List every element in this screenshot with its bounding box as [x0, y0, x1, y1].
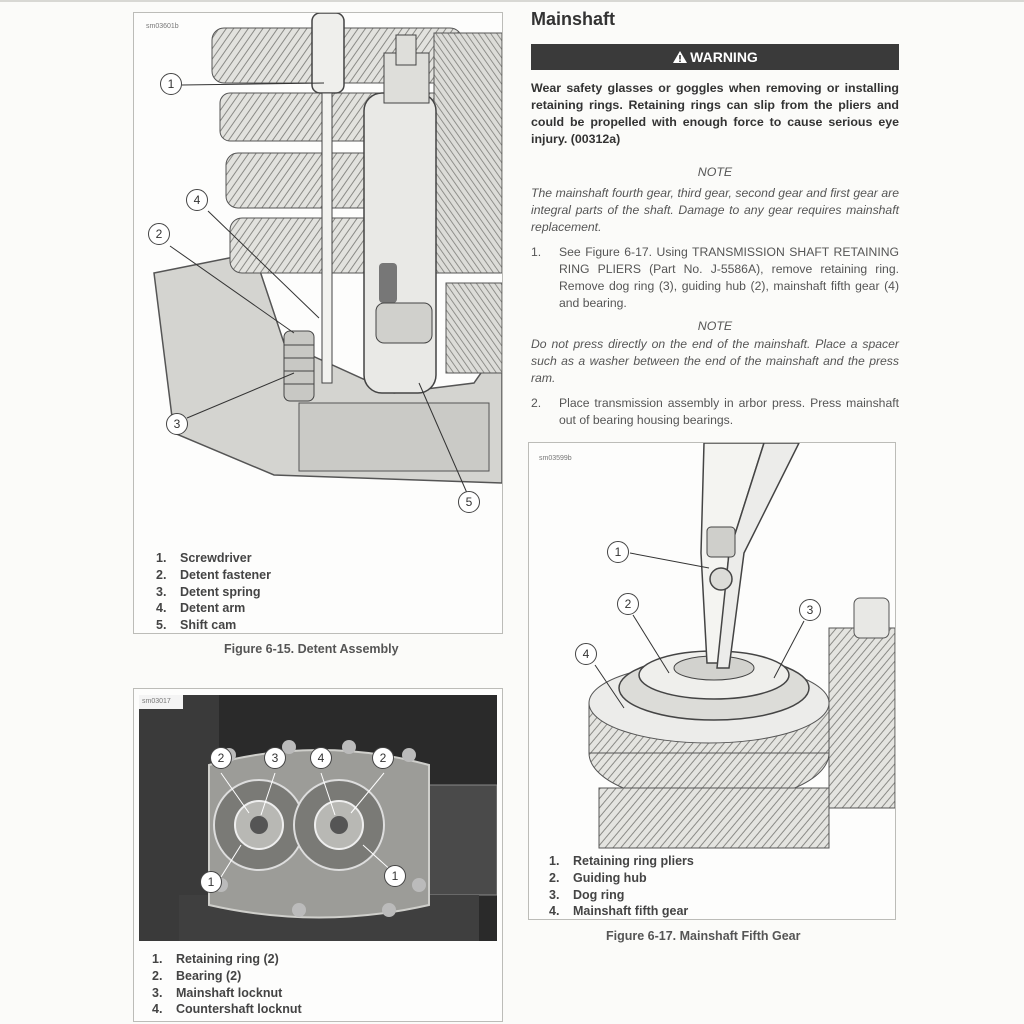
step-number: 2. [531, 396, 542, 410]
note-heading: NOTE [697, 319, 733, 333]
legend-item: 1. Retaining ring pliers [549, 854, 694, 868]
figure-id: sm03601b [146, 23, 179, 30]
figure-6-15-caption: Figure 6-15. Detent Assembly [224, 642, 399, 656]
legend-item: 2. Bearing (2) [152, 968, 242, 983]
step-text: Place transmission assembly in arbor press. Press mainshaft out of bearing housing bearings. [559, 396, 899, 427]
callout-1: 1 [384, 865, 406, 887]
callout-3: 3 [264, 747, 286, 769]
bearing-housing-photo [139, 695, 497, 941]
callout-4: 4 [310, 747, 332, 769]
legend-item: 3. Detent spring [156, 584, 261, 599]
figure-id: sm03017 [142, 698, 171, 705]
section-title: Mainshaft [531, 9, 616, 29]
figure-6-16-legend [152, 951, 302, 1018]
legend-item: 3. Mainshaft locknut [152, 985, 283, 1000]
figure-6-15-legend [156, 550, 271, 634]
detent-assembly-illustration [134, 13, 502, 533]
warning-label: WARNING [690, 49, 758, 65]
top-rule [0, 0, 1024, 2]
figure-6-16-box [133, 688, 503, 1022]
note-text: Do not press directly on the end of the mainshaft. Place a spacer such as a washer between the end of the mainshaft and the press ram. [531, 337, 899, 385]
legend-item: 4. Detent arm [156, 601, 246, 616]
callout-2: 2 [148, 223, 170, 245]
callout-1: 1 [607, 541, 629, 563]
callout-2: 2 [617, 593, 639, 615]
callout-2: 2 [210, 747, 232, 769]
callout-3: 3 [799, 599, 821, 621]
figure-id: sm03599b [539, 455, 572, 462]
callout-4: 4 [186, 189, 208, 211]
warning-banner [531, 44, 899, 70]
callout-3: 3 [166, 413, 188, 435]
step-number: 1. [531, 245, 542, 259]
procedure-step [531, 395, 899, 429]
callout-1: 1 [200, 871, 222, 893]
legend-item: 3. Dog ring [549, 887, 625, 902]
legend-item: 1. Retaining ring (2) [152, 952, 279, 966]
callout-5: 5 [458, 491, 480, 513]
procedure-step [531, 244, 899, 312]
legend-item: 2. Detent fastener [156, 567, 271, 582]
legend-item: 4. Mainshaft fifth gear [549, 904, 689, 919]
figure-6-17-box [528, 442, 896, 920]
legend-item: 2. Guiding hub [549, 870, 647, 885]
figure-6-15-box [133, 12, 503, 634]
callout-4: 4 [575, 643, 597, 665]
step-text: See Figure 6-17. Using TRANSMISSION SHAFT RETAINING RING PLIERS (Part No. J-5586A), remove retaining ring. Remove dog ring (3), guiding hub (2), mainshaft fifth gear (4) and bearing. [559, 245, 899, 310]
note-text: The mainshaft fourth gear, third gear, second gear and first gear are integral parts of the shaft. Damage to any gear requires mainshaft replacement. [531, 186, 899, 234]
callout-2: 2 [372, 747, 394, 769]
legend-item: 1. Screwdriver [156, 551, 252, 565]
legend-item: 4. Countershaft locknut [152, 1002, 302, 1017]
figure-6-17-caption: Figure 6-17. Mainshaft Fifth Gear [606, 929, 801, 943]
figure-6-17-legend [549, 853, 694, 920]
warning-triangle-icon [672, 50, 688, 64]
callout-1: 1 [160, 73, 182, 95]
note-heading: NOTE [697, 165, 733, 179]
legend-item: 5. Shift cam [156, 618, 237, 633]
warning-text: Wear safety glasses or goggles when removing or installing retaining rings. Retaining rings can slip from the pliers and could be propelled with enough force to cause serious eye injury. (00312a) [531, 81, 899, 146]
